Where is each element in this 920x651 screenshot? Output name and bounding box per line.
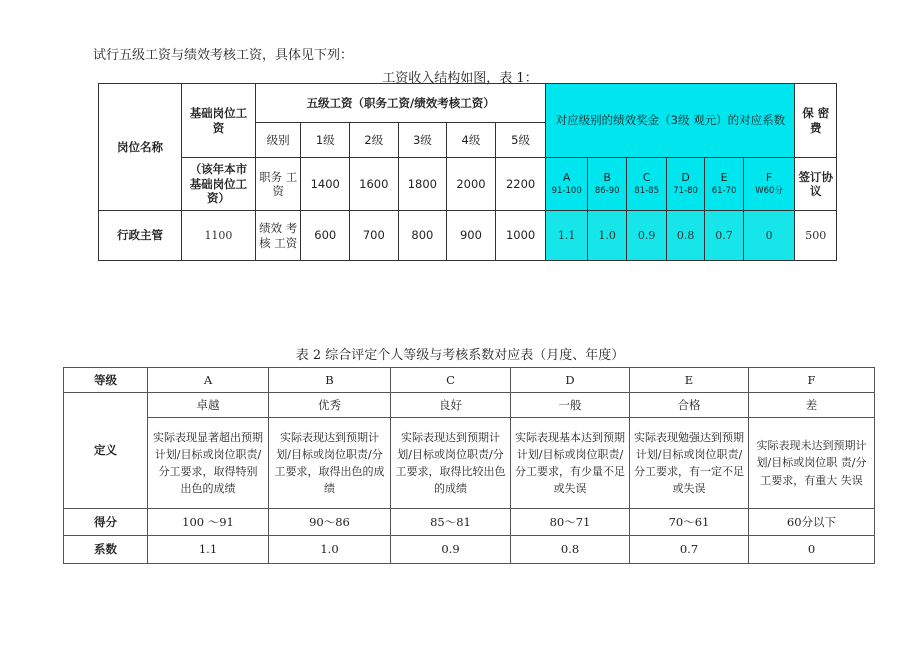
- grade-coefficient-table: [63, 367, 875, 564]
- score-d: 80～71: [511, 509, 630, 536]
- description-d: 实际表现基本达到预期计划/目标或岗位职责/分工要求，有少量不足或失误: [511, 418, 630, 509]
- coefficient-d: 0.8: [511, 536, 630, 564]
- coefficient-e: 0.7: [630, 536, 749, 564]
- description-f: 实际表现未达到预期计划/目标或岗位职 责/分工要求，有重大 失误: [749, 418, 875, 509]
- confidential-fee-header: 保 密 费: [795, 84, 837, 158]
- grade-header: 等级: [64, 368, 148, 393]
- level-4: 4级: [447, 123, 496, 158]
- score-c: 85～81: [391, 509, 511, 536]
- coef-b: 1.0: [587, 211, 626, 261]
- sign-agreement: 签订协议: [795, 158, 837, 211]
- level-3: 3级: [398, 123, 447, 158]
- perf-salary-3: 800: [398, 211, 447, 261]
- description-e: 实际表现勉强达到预期计划/目标或岗位职责/分工要求，有一定不足或失误: [630, 418, 749, 509]
- definition-header: 定义: [64, 393, 148, 509]
- title-f: 差: [749, 393, 875, 418]
- intro-text: 试行五级工资与绩效考核工资，具体见下列：: [93, 48, 354, 63]
- grade-letter-c: C: [391, 368, 511, 393]
- level-label: 级别: [255, 123, 301, 158]
- bonus-coefficient-header: 对应级别的绩效奖金（3级 观元）的对应系数: [546, 84, 795, 158]
- coef-a: 1.1: [546, 211, 588, 261]
- perf-salary-5: 1000: [495, 211, 546, 261]
- coef-c: 0.9: [627, 211, 666, 261]
- score-f: 60分以下: [749, 509, 875, 536]
- grade-letter-a: A: [148, 368, 269, 393]
- score-header: 得分: [64, 509, 148, 536]
- title-d: 一般: [511, 393, 630, 418]
- salary-structure-table: [98, 83, 837, 261]
- table2-caption: 表 2 综合评定个人等级与考核系数对应表（月度、年度）: [295, 348, 625, 363]
- grade-d: D 71-80: [666, 158, 704, 211]
- post-name-header: 岗位名称: [99, 84, 182, 211]
- base-salary-header: 基础岗位工资: [182, 84, 256, 158]
- title-c: 良好: [391, 393, 511, 418]
- base-salary-note: （该年本市基础岗位工资）: [182, 158, 256, 211]
- grade-a: A 91-100: [546, 158, 588, 211]
- description-c: 实际表现达到预期计划/目标或岗位职责/分工要求，取得比较出色的成绩: [391, 418, 511, 509]
- level-1: 1级: [301, 123, 350, 158]
- title-a: 卓越: [148, 393, 269, 418]
- duty-salary-label: 职务 工资: [255, 158, 301, 211]
- grade-letter-d: D: [511, 368, 630, 393]
- title-b: 优秀: [269, 393, 391, 418]
- coef-e: 0.7: [705, 211, 743, 261]
- table1-caption: 工资收入结构如图，表 1：: [382, 71, 538, 86]
- grade-letter-f: F: [749, 368, 875, 393]
- score-a: 100 ～91: [148, 509, 269, 536]
- coefficient-header: 系数: [64, 536, 148, 564]
- level-2: 2级: [350, 123, 399, 158]
- duty-salary-3: 1800: [398, 158, 447, 211]
- grade-c: C 81-85: [627, 158, 666, 211]
- coefficient-f: 0: [749, 536, 875, 564]
- level-5: 5级: [495, 123, 546, 158]
- duty-salary-2: 1600: [350, 158, 399, 211]
- grade-f: F W60分: [743, 158, 795, 211]
- description-b: 实际表现达到预期计划/目标或岗位职责/分工要求，取得出色的成绩: [269, 418, 391, 509]
- coefficient-c: 0.9: [391, 536, 511, 564]
- post-admin-supervisor: 行政主管: [99, 211, 182, 261]
- coefficient-a: 1.1: [148, 536, 269, 564]
- five-level-header: 五级工资（职务工资/绩效考核工资）: [255, 84, 546, 123]
- perf-salary-label: 绩效 考核 工资: [255, 211, 301, 261]
- score-e: 70～61: [630, 509, 749, 536]
- grade-letter-b: B: [269, 368, 391, 393]
- grade-e: E 61-70: [705, 158, 743, 211]
- grade-letter-e: E: [630, 368, 749, 393]
- score-b: 90～86: [269, 509, 391, 536]
- base-salary-value: 1100: [182, 211, 256, 261]
- title-e: 合格: [630, 393, 749, 418]
- perf-salary-4: 900: [447, 211, 496, 261]
- coef-d: 0.8: [666, 211, 704, 261]
- duty-salary-4: 2000: [447, 158, 496, 211]
- coef-f: 0: [743, 211, 795, 261]
- perf-salary-1: 600: [301, 211, 350, 261]
- duty-salary-1: 1400: [301, 158, 350, 211]
- confidential-fee-value: 500: [795, 211, 837, 261]
- coefficient-b: 1.0: [269, 536, 391, 564]
- description-a: 实际表现显著超出预期计划/目标或岗位职责/分工要求，取得特别 出色的成绩: [148, 418, 269, 509]
- duty-salary-5: 2200: [495, 158, 546, 211]
- grade-b: B 86-90: [587, 158, 626, 211]
- perf-salary-2: 700: [350, 211, 399, 261]
